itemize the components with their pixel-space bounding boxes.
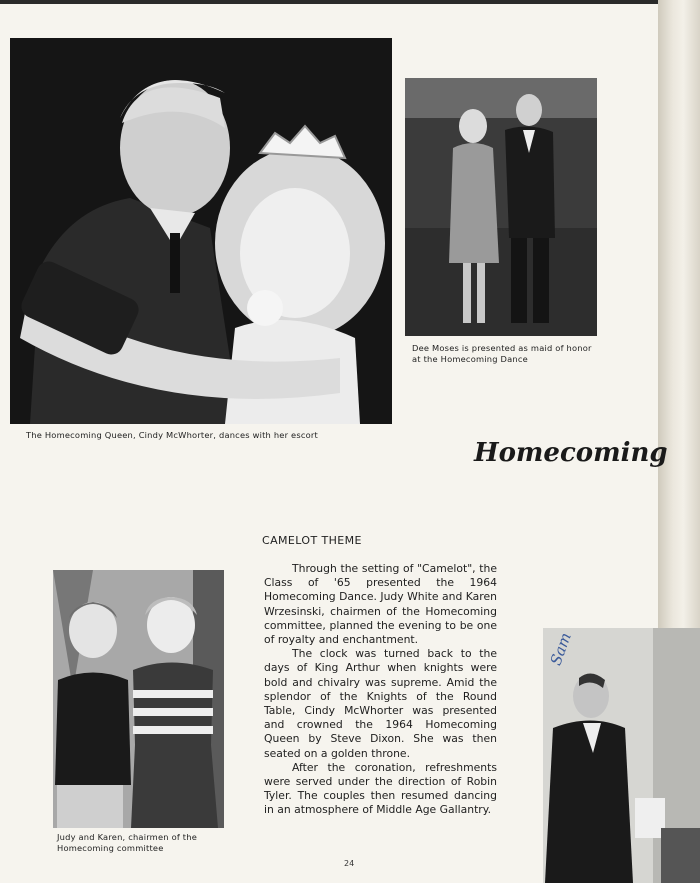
article-body bbox=[264, 562, 497, 818]
handwritten-signature: Sam bbox=[546, 630, 575, 668]
maid-of-honor-photo bbox=[405, 78, 597, 336]
article-paragraph-1: Through the setting of "Camelot", the Class of '65 presented the 1964 Homecoming Dance. Judy White and Karen Wrzesinski, chairmen of the Homecoming committee, planned the evening to be one of royalty and enchantment. bbox=[264, 562, 497, 647]
article-paragraph-2: The clock was turned back to the days of King Arthur when knights were bold and chivalry was supreme. Amid the splendor of the Knights of the Round Table, Cindy McWhorter was presented and crowned the 1964 Homecoming Queen by Steve Dixon. She was then seated on a golden throne. bbox=[264, 647, 497, 760]
escort-partial-photo bbox=[543, 628, 700, 883]
article-paragraph-3: After the coronation, refreshments were served under the direction of Robin Tyler. The couples then resumed dancing in an atmosphere of Middle Age Gallantry. bbox=[264, 760, 497, 817]
queen-dance-photo bbox=[10, 38, 392, 424]
chairmen-caption: Judy and Karen, chairmen of the Homecoming committee bbox=[57, 832, 198, 853]
maid-of-honor-caption: Dee Moses is presented as maid of honor at the Homecoming Dance bbox=[412, 343, 592, 364]
page-number: 24 bbox=[344, 859, 355, 868]
section-subheading: CAMELOT THEME bbox=[262, 534, 362, 547]
queen-dance-caption: The Homecoming Queen, Cindy McWhorter, dances with her escort bbox=[26, 430, 318, 440]
page-title: Homecoming bbox=[474, 438, 668, 468]
chairmen-photo bbox=[53, 570, 224, 828]
